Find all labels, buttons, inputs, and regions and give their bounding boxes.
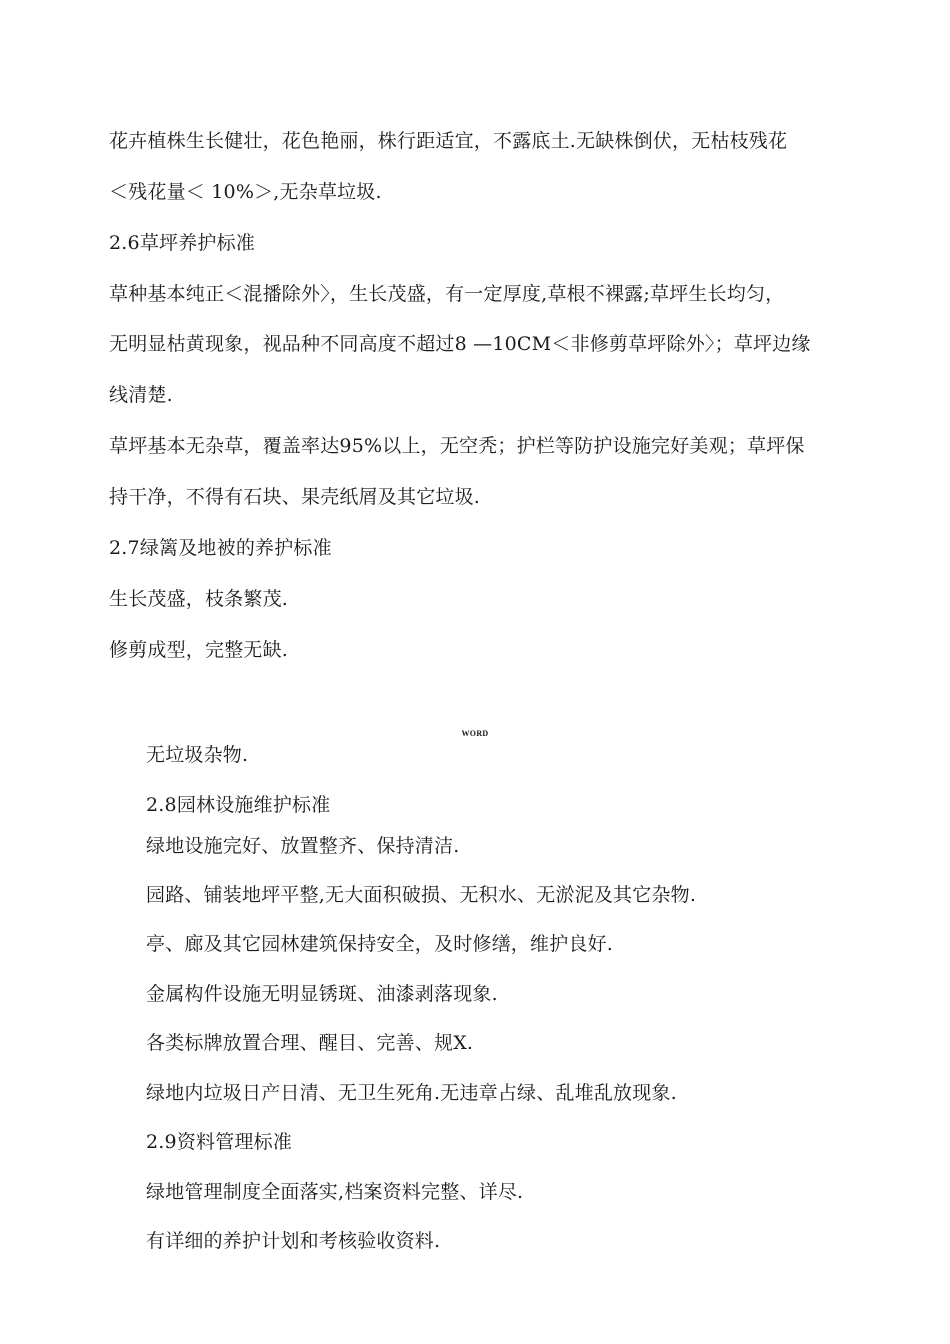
heading-hedge-groundcover: 2.7绿篱及地被的养护标准 [109, 537, 332, 559]
heading-garden-facilities: 2.8园林设施维护标准 [146, 794, 331, 816]
facilities-standard-line-6: 绿地内垃圾日产日清、无卫生死角.无违章占绿、乱堆乱放现象. [146, 1082, 677, 1104]
lawn-standard-line-1: 草种基本纯正＜混播除外〉，生长茂盛，有一定厚度,草根不裸露;草坪生长均匀， [109, 283, 785, 305]
hedge-standard-line-3: 无垃圾杂物. [146, 744, 249, 766]
lawn-standard-line-5: 持干净，不得有石块、果壳纸屑及其它垃圾. [109, 486, 481, 508]
facilities-standard-line-3: 亭、廊及其它园林建筑保持安全，及时修缮，维护良好. [146, 933, 614, 955]
records-standard-line-2: 有详细的养护计划和考核验收资料. [146, 1230, 441, 1252]
page-header-mark: WORD [461, 729, 489, 738]
lawn-standard-line-3: 线清楚. [109, 384, 173, 406]
hedge-standard-line-1: 生长茂盛，枝条繁茂. [109, 588, 289, 610]
flower-standard-line-1: 花卉植株生长健壮，花色艳丽，株行距适宜，不露底土.无缺株倒伏，无枯枝残花 [109, 130, 788, 152]
heading-lawn-maintenance: 2.6草坪养护标准 [109, 232, 256, 254]
flower-standard-line-2: ＜残花量＜ 10%＞,无杂草垃圾. [109, 181, 382, 203]
heading-records-management: 2.9资料管理标准 [146, 1131, 293, 1153]
lawn-standard-line-4: 草坪基本无杂草，覆盖率达95%以上，无空秃；护栏等防护设施完好美观；草坪保 [109, 435, 805, 457]
facilities-standard-line-4: 金属构件设施无明显锈斑、油漆剥落现象. [146, 983, 498, 1005]
facilities-standard-line-5: 各类标牌放置合理、醒目、完善、规X. [146, 1032, 474, 1054]
records-standard-line-1: 绿地管理制度全面落实,档案资料完整、详尽. [146, 1181, 524, 1203]
lawn-standard-line-2: 无明显枯黄现象，视品种不同高度不超过8 —10CM＜非修剪草坪除外〉；草坪边缘 [109, 333, 811, 355]
facilities-standard-line-2: 园路、铺装地坪平整,无大面积破损、无积水、无淤泥及其它杂物. [146, 884, 697, 906]
facilities-standard-line-1: 绿地设施完好、放置整齐、保持清洁. [146, 835, 460, 857]
hedge-standard-line-2: 修剪成型，完整无缺. [109, 639, 289, 661]
